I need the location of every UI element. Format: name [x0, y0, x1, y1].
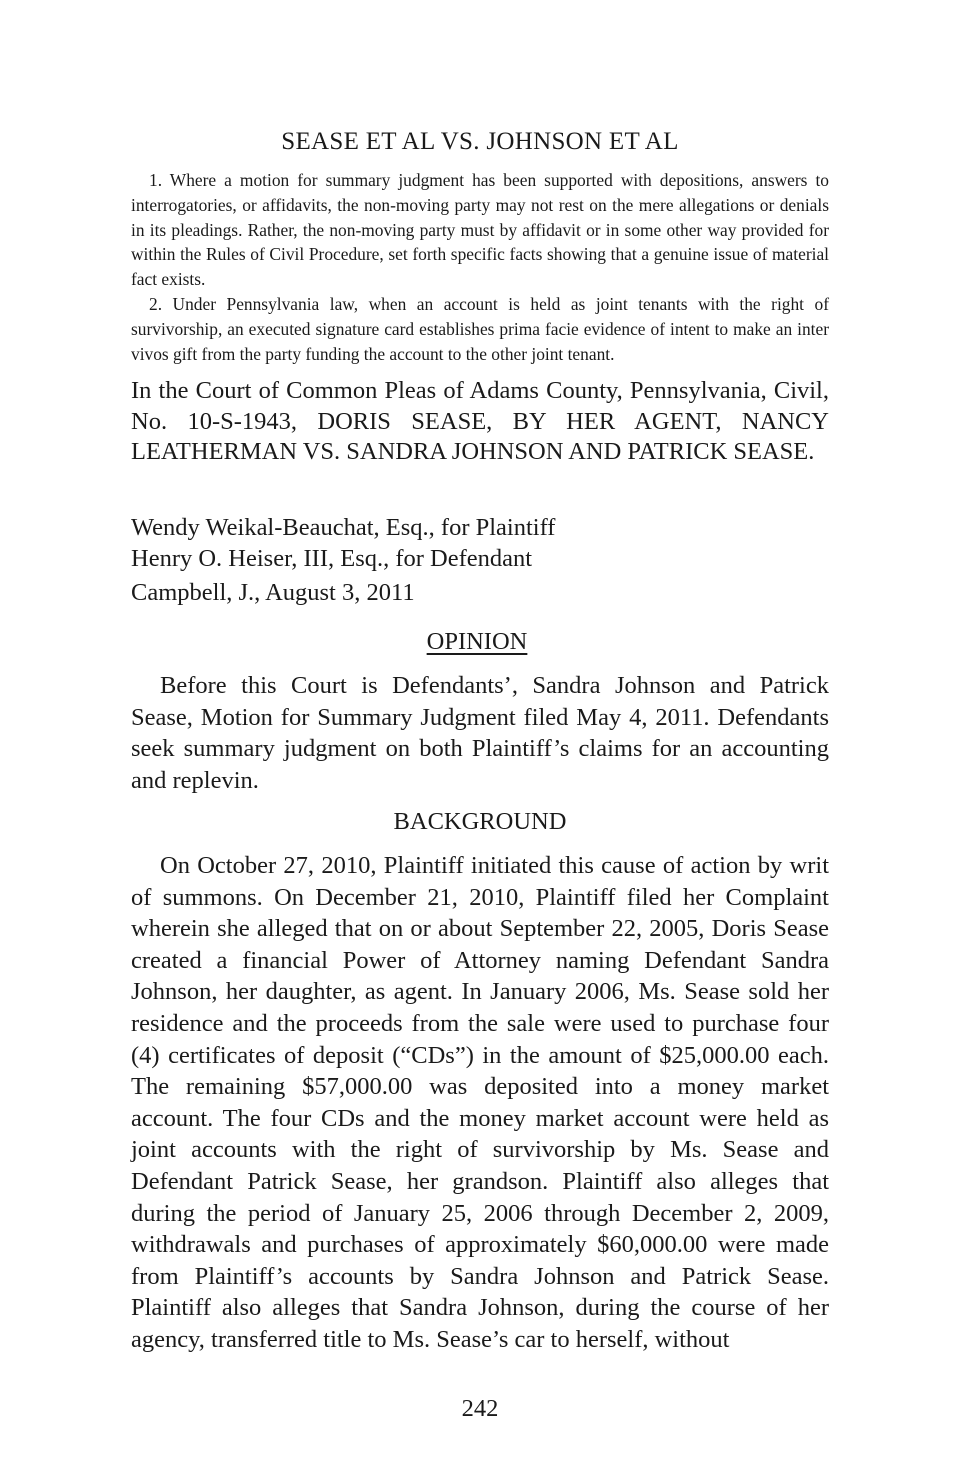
headnote-2: 2. Under Pennsylvania law, when an account is held as joint tenants with the right of survivorship, an executed signature card establishes prima facie evidence of intent to make an inter vivos gift from the party funding the account to the other joint tenant. [131, 293, 829, 364]
opinion-intro-paragraph: Before this Court is Defendants’, Sandra Johnson and Patrick Sease, Motion for Summary Judgment filed May 4, 2011. Defendants seek summary judgment on both Plaintiff’s claims for an accounting and replevin. [131, 672, 829, 794]
page-number: 242 [461, 1395, 499, 1422]
opinion-heading [131, 628, 829, 656]
opinion-intro [131, 670, 829, 796]
headnotes [131, 168, 829, 366]
court-caption: In the Court of Common Pleas of Adams County, Pennsylvania, Civil, No. 10-S-1943, DORIS SEASE, BY HER AGENT, NANCY LEATHERMAN VS. SANDRA JOHNSON AND PATRICK SEASE. [131, 377, 829, 466]
background-paragraph: On October 27, 2010, Plaintiff initiated this cause of action by writ of summons. On December 21, 2010, Plaintiff filed her Complaint wherein she alleged that on or about September 22, 2005, Doris Sease created a financial Power of Attorney naming Defendant Sandra Johnson, her daughter, as agent. In January 2006, Ms. Sease sold her residence and the proceeds from the sale were used to purchase four (4) certificates of deposit (“CDs”) in the amount of $25,000.00 each. The remaining $57,000.00 was deposited into a money market account. The four CDs and the money market account were held as joint accounts with the right of survivorship by Ms. Sease and Defendant Patrick Sease, her grandson. Plaintiff also alleges that during the period of January 25, 2006 through December 2, 2009, withdrawals and purchases of approximately $60,000.00 were made from Plaintiff’s accounts by Sandra Johnson and Patrick Sease. Plaintiff also alleges that Sandra Johnson, during the course of her agency, transferred title to Ms. Sease’s car to herself, without [131, 852, 829, 1353]
headnote-1: 1. Where a motion for summary judgment has been supported with depositions, answers to interrogatories, or affidavits, the non-moving party may not rest on the mere allegations or denials in its pleadings. Rather, the non-moving party must by affidavit or in some other way provided for within the Rules of Civil Procedure, set forth specific facts showing that a genuine issue of material fact exists. [131, 170, 829, 290]
counsel-plaintiff: Wendy Weikal-Beauchat, Esq., for Plaintiff [131, 514, 556, 541]
document-page [131, 0, 829, 1483]
judge-line: Campbell, J., August 3, 2011 [131, 579, 415, 606]
opinion-heading-text: OPINION [426, 628, 528, 655]
court-caption-block [131, 376, 829, 468]
running-head: SEASE ET AL VS. JOHNSON ET AL [281, 128, 679, 155]
background-section [131, 850, 829, 1356]
counsel-list [131, 513, 829, 574]
background-heading: BACKGROUND [393, 808, 567, 835]
counsel-defendant: Henry O. Heiser, III, Esq., for Defendant [131, 544, 533, 572]
